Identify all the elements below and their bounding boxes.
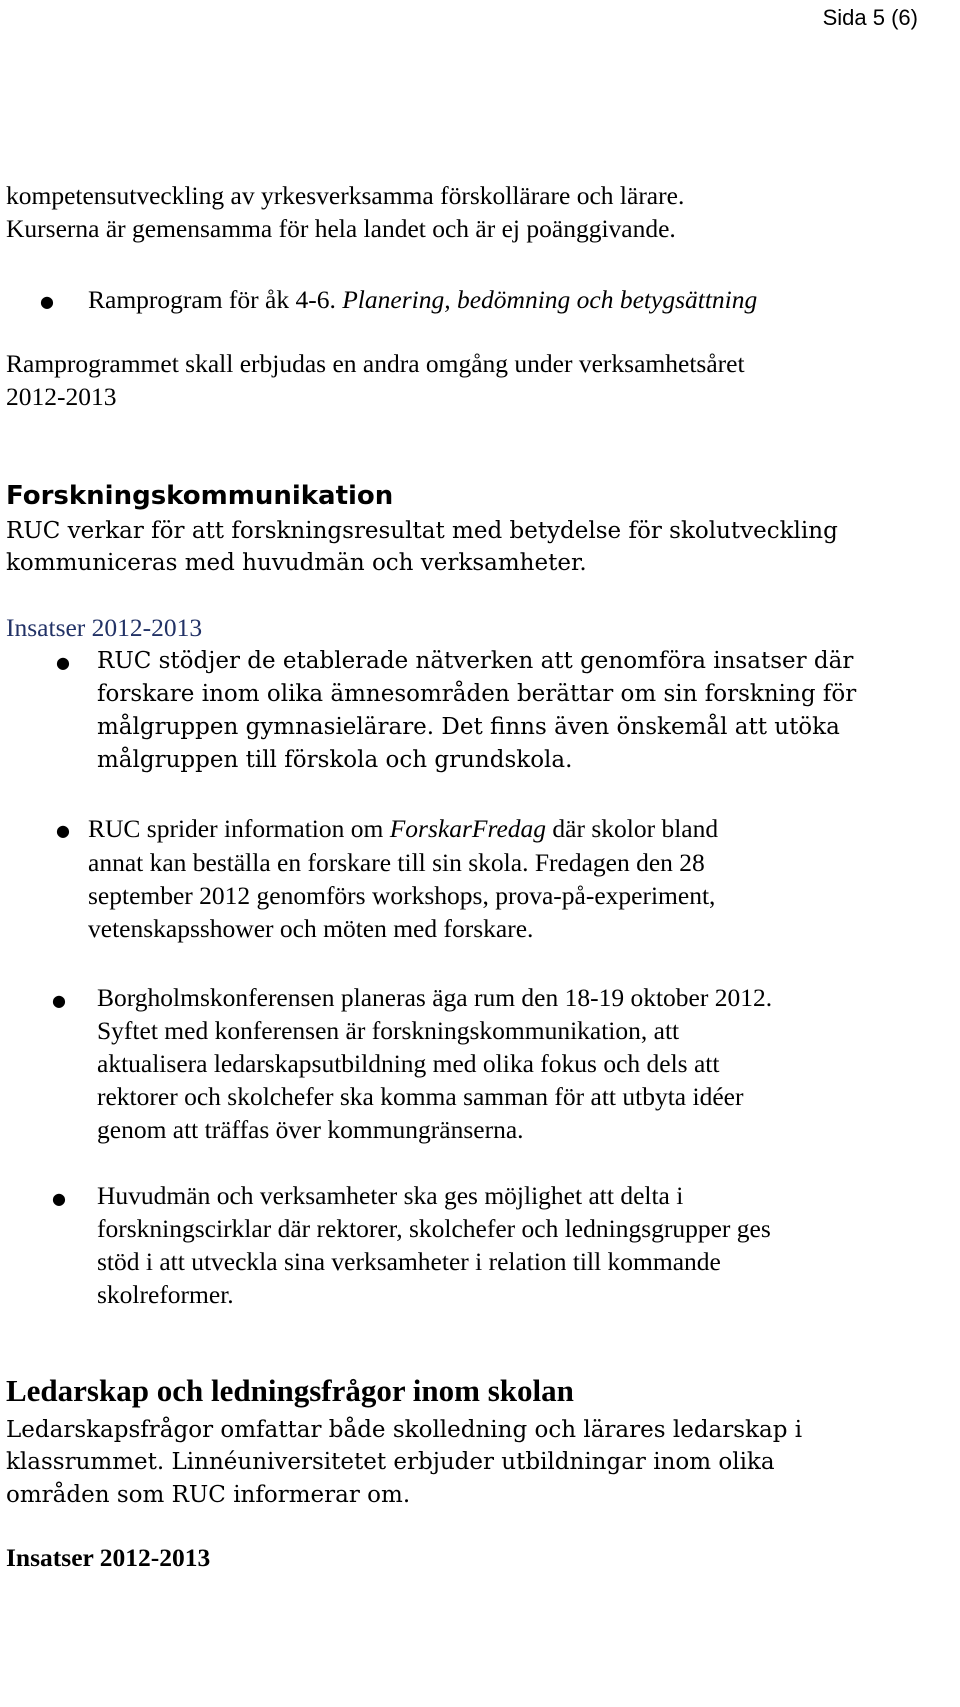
ledarskap-line-2: klassrummet. Linnéuniversitetet erbjuder utbildningar inom olika (6, 1449, 775, 1475)
forskarfredag-name: ForskarFredag (389, 814, 547, 843)
bullet-icon: ● (56, 653, 70, 672)
section-heading-insatser-1: Insatser 2012-2013 (6, 613, 203, 642)
section-heading-insatser-2: Insatser 2012-2013 (6, 1543, 211, 1572)
insats-1-line-1: RUC stödjer de etablerade nätverken att genomföra insatser där (97, 648, 854, 674)
insats-2-line-1 (88, 811, 718, 847)
insats-3-line-3: aktualisera ledarskapsutbildning med olika fokus och dels att (97, 1049, 720, 1078)
insats-3-line-1: Borgholmskonferensen planeras äga rum den 18-19 oktober 2012. (97, 983, 773, 1012)
insats-2-line-1-suffix: där skolor bland (546, 814, 719, 843)
insats-4-line-3: stöd i att utveckla sina verksamheter i relation till kommande (97, 1247, 721, 1276)
bullet-icon: ● (56, 821, 70, 840)
ramprogram-para-line-1: Ramprogrammet skall erbjudas en andra omgång under verksamhetsåret (6, 349, 745, 378)
insats-1-line-4: målgruppen till förskola och grundskola. (97, 747, 573, 773)
insats-2-line-1-prefix: RUC sprider information om (88, 814, 390, 843)
page-number: Sida 5 (6) (822, 5, 918, 30)
insats-2-line-3: september 2012 genomförs workshops, prova-på-experiment, (88, 881, 716, 910)
bullet-icon: ● (52, 1189, 66, 1208)
insats-2-line-2: annat kan beställa en forskare till sin skola. Fredagen den 28 (88, 848, 705, 877)
insats-3-line-5: genom att träffas över kommungränserna. (97, 1115, 524, 1144)
bullet-icon: ● (40, 292, 54, 311)
insats-2-line-4: vetenskapsshower och möten med forskare. (88, 914, 534, 943)
insats-4-line-4: skolreformer. (97, 1280, 234, 1309)
ledarskap-line-1: Ledarskapsfrågor omfattar både skolledning och lärares ledarskap i (6, 1417, 803, 1443)
bullet-icon: ● (52, 991, 66, 1010)
insats-3-line-4: rektorer och skolchefer ska komma samman för att utbyta idéer (97, 1082, 744, 1111)
insats-3-line-2: Syftet med konferensen är forskningskommunikation, att (97, 1016, 680, 1045)
ledarskap-line-3: områden som RUC informerar om. (6, 1482, 411, 1508)
intro-line-2: Kurserna är gemensamma för hela landet och är ej poänggivande. (6, 214, 676, 243)
insats-1-line-2: forskare inom olika ämnesområden berättar om sin forskning för (97, 681, 857, 707)
ramprogram-para-line-2: 2012-2013 (6, 382, 117, 411)
ramprogram-title: Ramprogram för åk 4-6. (88, 285, 343, 314)
forskning-line-1: RUC verkar för att forskningsresultat med betydelse för skolutveckling (6, 518, 838, 544)
ramprogram-bullet (88, 282, 757, 318)
section-heading-ledarskap: Ledarskap och ledningsfrågor inom skolan (6, 1373, 574, 1408)
insats-4-line-1: Huvudmän och verksamheter ska ges möjlighet att delta i (97, 1181, 684, 1210)
insats-4-line-2: forskningscirklar där rektorer, skolchefer och ledningsgrupper ges (97, 1214, 771, 1243)
ramprogram-subtitle: Planering, bedömning och betygsättning (342, 285, 758, 314)
insats-1-line-3: målgruppen gymnasielärare. Det finns även önskemål att utöka (97, 714, 840, 740)
forskning-line-2: kommuniceras med huvudmän och verksamheter. (6, 550, 587, 576)
intro-line-1: kompetensutveckling av yrkesverksamma förskollärare och lärare. (6, 181, 685, 210)
section-heading-forskningskommunikation: Forskningskommunikation (6, 481, 394, 511)
